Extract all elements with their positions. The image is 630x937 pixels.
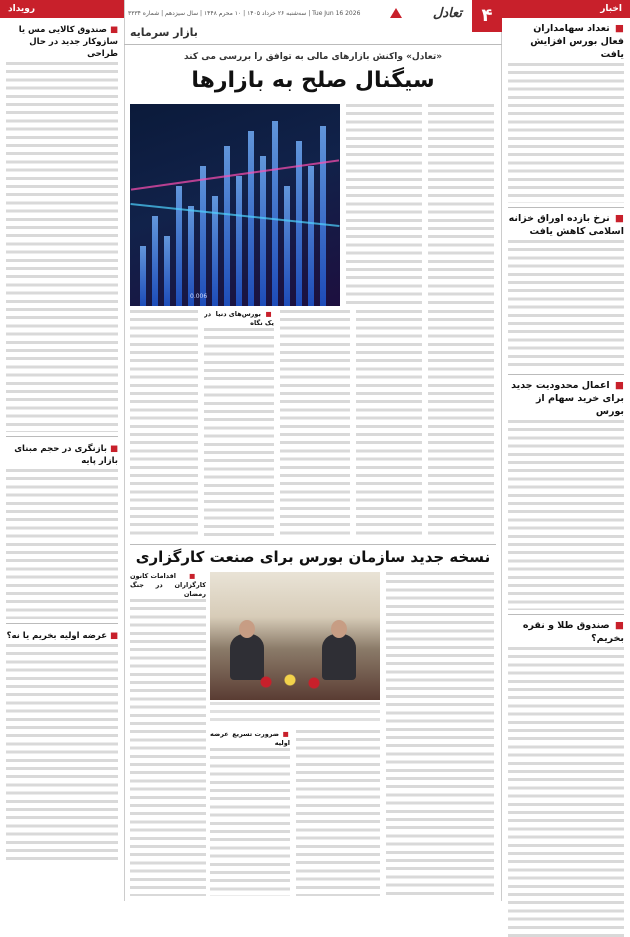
left-story-body — [6, 469, 118, 619]
main-story-body — [204, 310, 274, 538]
right-story-headline[interactable]: ■ صندوق طلا و نقره بخریم؟ — [522, 620, 624, 644]
right-story-body — [508, 647, 624, 937]
divider — [6, 623, 118, 624]
news-column-right — [501, 0, 630, 901]
right-story-headline[interactable]: ■ اعمال محدودیت جدید برای خرید سهام از بورس — [511, 380, 624, 417]
brand-name: تعادل — [432, 6, 462, 21]
right-story-body — [508, 240, 624, 370]
divider — [508, 374, 624, 375]
bullet-icon: ■ — [109, 25, 118, 35]
bullet-icon: ■ — [265, 310, 274, 318]
masthead — [124, 0, 502, 45]
main-story-subhead: ■ بورس‌های دنیا در یک نگاه — [204, 310, 274, 327]
left-story-body — [6, 62, 118, 432]
second-story-body — [210, 730, 290, 896]
main-story-body — [280, 310, 350, 538]
main-story-headline[interactable]: سیگنال صلح به بازارها — [191, 68, 435, 93]
main-story-kicker: «تعادل» واکنش بازارهای مالی به توافق را بررسی می کند — [183, 52, 443, 62]
brand-logo-icon — [390, 8, 402, 18]
photo-caption — [210, 702, 380, 726]
main-story-body — [356, 310, 422, 538]
second-story-photo — [210, 572, 380, 700]
bullet-icon: ■ — [282, 730, 290, 738]
main-story-body — [428, 310, 494, 538]
left-story-headline[interactable]: ■ صندوق کالایی مس یا سازوکار جدید در حال طراحی — [18, 25, 118, 59]
divider — [508, 207, 624, 208]
bullet-icon: ■ — [615, 380, 624, 391]
left-story-headline[interactable]: ■ عرضه اولیه بخریم یا نه؟ — [6, 631, 118, 641]
right-story-headline[interactable]: ■ نرخ بازده اوراق خزانه اسلامی کاهش یافت — [508, 213, 624, 237]
right-story-headline[interactable]: ■ تعداد سهامداران فعال بورس افزایش یافت — [530, 23, 624, 60]
bullet-icon: ■ — [109, 444, 118, 454]
event-tab: رویداد — [0, 0, 124, 18]
right-story-body — [508, 63, 624, 203]
bullet-icon: ■ — [189, 572, 206, 580]
second-story-subhead: ■ ضرورت تسریع عرضه اولیه — [210, 730, 290, 747]
left-story-headline[interactable]: ■ بازنگری در حجم مبنای بازار پایه — [14, 444, 118, 466]
bullet-icon: ■ — [615, 23, 624, 34]
main-story-image — [130, 104, 340, 306]
second-story-body — [130, 572, 206, 896]
divider — [6, 436, 118, 437]
news-tab: اخبار — [502, 0, 630, 18]
bullet-icon: ■ — [615, 620, 624, 631]
bullet-icon: ■ — [109, 631, 118, 641]
news-column-left — [0, 0, 125, 901]
dateline: سه‌شنبه ۲۶ خرداد ۱۴۰۵ | ۱۰ محرم ۱۴۴۸ | سال سیزدهم | شماره ۳۳۳۴ | Tue Jun 16 2026 — [128, 10, 361, 17]
section-title: بازار سرمایه — [130, 26, 198, 39]
main-story-body — [428, 104, 494, 304]
second-story-subhead: ■ اقدامات کانون کارگزاران در جنگ رمضان — [130, 572, 206, 598]
bullet-icon: ■ — [615, 213, 624, 224]
main-story-body — [346, 104, 422, 304]
second-story-body — [296, 730, 380, 896]
main-story-body — [130, 310, 198, 538]
image-label: 0.006 — [190, 293, 208, 300]
page-number: ۴ — [472, 0, 502, 32]
right-story-body — [508, 420, 624, 610]
second-story-headline[interactable]: نسخه جدید سازمان بورس برای صنعت کارگزاری — [130, 544, 496, 566]
divider — [508, 614, 624, 615]
second-story-body — [386, 572, 494, 896]
left-story-body — [6, 644, 118, 864]
